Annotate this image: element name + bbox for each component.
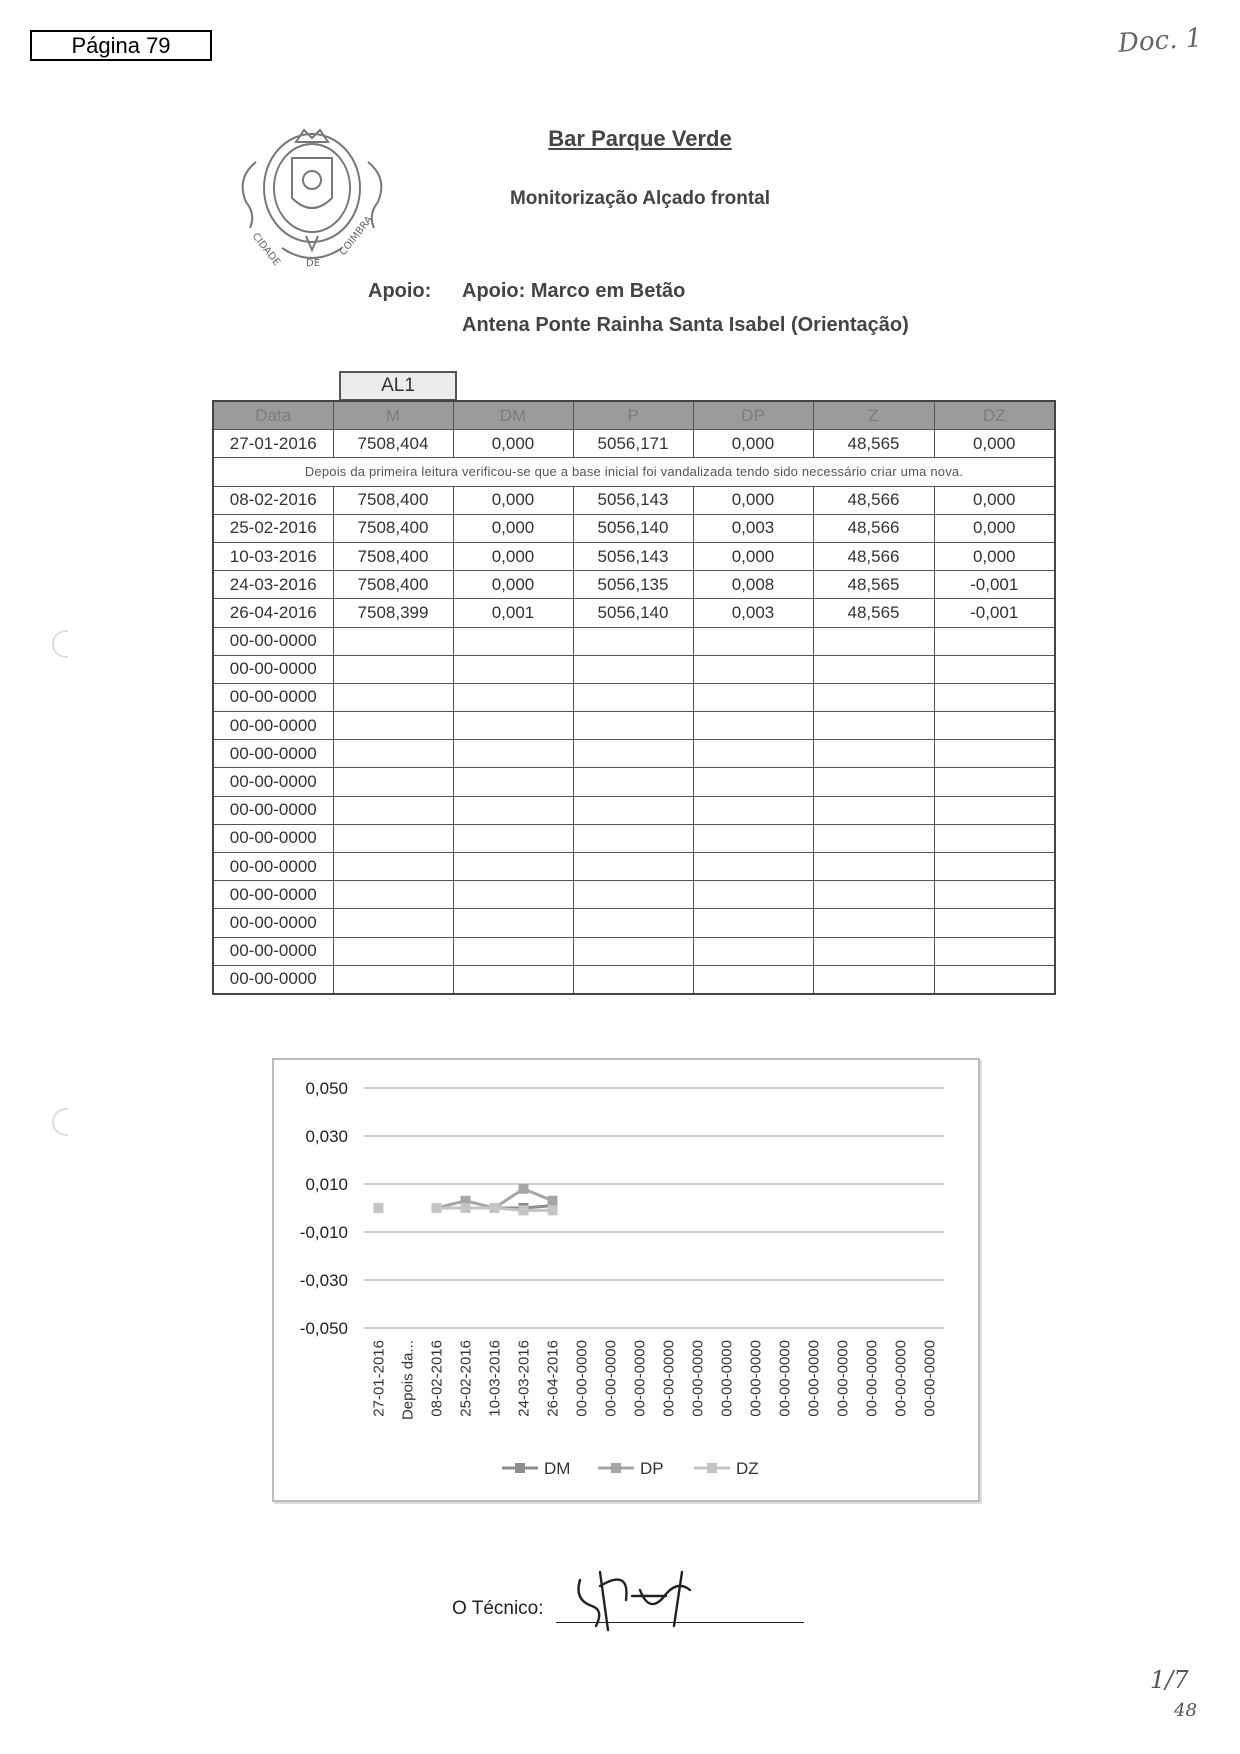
table-cell: 0,000 [934, 514, 1055, 542]
legend-marker-dz [707, 1463, 717, 1473]
table-cell: 26-04-2016 [213, 599, 333, 627]
table-cell: 48,566 [813, 514, 934, 542]
table-cell: 0,000 [453, 571, 573, 599]
table-cell: 10-03-2016 [213, 542, 333, 570]
page-annotation: 48 [1174, 1700, 1197, 1721]
table-cell: 7508,400 [333, 542, 453, 570]
data-point-dz [374, 1203, 384, 1213]
table-cell [333, 683, 453, 711]
table-row [213, 571, 1055, 599]
page-fraction: 1/7 [1150, 1666, 1189, 1694]
column-header-z: Z [813, 401, 934, 430]
table-cell [813, 768, 934, 796]
table-cell: 0,000 [693, 542, 813, 570]
table-cell [934, 655, 1055, 683]
table-cell: 00-00-0000 [213, 909, 333, 937]
table-cell: 0,000 [934, 430, 1055, 458]
legend-label-dp: DP [640, 1459, 664, 1478]
table-cell [573, 768, 693, 796]
table-cell: 0,008 [693, 571, 813, 599]
y-tick-label: -0,050 [299, 1319, 348, 1338]
table-cell: 00-00-0000 [213, 824, 333, 852]
table-cell: 5056,140 [573, 514, 693, 542]
document-title: Bar Parque Verde [548, 126, 732, 151]
legend-label-dm: DM [544, 1459, 571, 1478]
document-reference: Doc. 1 [1117, 23, 1204, 59]
table-cell [813, 965, 934, 994]
table-cell [934, 909, 1055, 937]
table-cell: 5056,135 [573, 571, 693, 599]
table-cell: -0,001 [934, 599, 1055, 627]
y-tick-label: 0,050 [305, 1079, 348, 1098]
table-cell [453, 683, 573, 711]
y-tick-label: -0,010 [299, 1223, 348, 1242]
table-cell [573, 627, 693, 655]
table-cell [333, 853, 453, 881]
support-line-1: Apoio: Marco em Betão [462, 280, 686, 302]
punch-hole-mark [52, 630, 68, 658]
table-cell [453, 937, 573, 965]
x-tick-label: 00-00-0000 [660, 1340, 678, 1417]
table-cell: 00-00-0000 [213, 796, 333, 824]
column-header-dp: DP [693, 401, 813, 430]
table-cell: 5056,171 [573, 430, 693, 458]
column-header-dm: DM [453, 401, 573, 430]
coat-of-arms-seal [222, 118, 402, 278]
table-cell [934, 768, 1055, 796]
data-point-dz [490, 1203, 500, 1213]
table-row [213, 514, 1055, 542]
x-tick-label: 00-00-0000 [805, 1340, 823, 1417]
x-tick-label: 08-02-2016 [428, 1340, 446, 1417]
table-cell [813, 909, 934, 937]
table-row [213, 712, 1055, 740]
table-cell [573, 796, 693, 824]
table-cell [573, 909, 693, 937]
table-cell [934, 824, 1055, 852]
table-cell [453, 768, 573, 796]
table-cell: 00-00-0000 [213, 937, 333, 965]
table-cell [813, 655, 934, 683]
table-cell: -0,001 [934, 571, 1055, 599]
table-cell: 5056,140 [573, 599, 693, 627]
x-tick-label: 00-00-0000 [718, 1340, 736, 1417]
table-cell: 5056,143 [573, 486, 693, 514]
table-cell: 0,000 [693, 430, 813, 458]
table-cell: 7508,400 [333, 571, 453, 599]
table-cell [693, 853, 813, 881]
table-cell [453, 881, 573, 909]
table-cell [693, 796, 813, 824]
table-cell [333, 796, 453, 824]
table-cell [934, 853, 1055, 881]
seal-text-left: CIDADE [249, 231, 282, 269]
x-tick-label: 00-00-0000 [689, 1340, 707, 1417]
table-cell [693, 655, 813, 683]
table-cell [934, 627, 1055, 655]
table-cell [573, 881, 693, 909]
table-cell [453, 740, 573, 768]
table-cell [333, 881, 453, 909]
table-cell: 7508,400 [333, 514, 453, 542]
data-point-dz [548, 1205, 558, 1215]
table-cell [453, 965, 573, 994]
table-cell [934, 965, 1055, 994]
table-cell [934, 683, 1055, 711]
table-cell: 0,000 [453, 486, 573, 514]
table-cell [693, 965, 813, 994]
table-cell [453, 909, 573, 937]
table-cell [453, 853, 573, 881]
table-cell [693, 937, 813, 965]
table-cell: 00-00-0000 [213, 627, 333, 655]
table-cell [693, 881, 813, 909]
table-cell: 48,565 [813, 599, 934, 627]
document-subtitle: Monitorização Alçado frontal [509, 188, 771, 209]
x-tick-label: 24-03-2016 [515, 1340, 533, 1417]
technician-signature [570, 1560, 720, 1640]
data-point-dp [548, 1196, 558, 1206]
data-point-dz [519, 1205, 529, 1215]
table-cell [573, 655, 693, 683]
legend-marker-dp [611, 1463, 621, 1473]
table-note-row [213, 458, 1055, 486]
support-line-2: Antena Ponte Rainha Santa Isabel (Orientação) [462, 314, 909, 336]
legend-label-dz: DZ [736, 1459, 759, 1478]
table-cell: 08-02-2016 [213, 486, 333, 514]
table-row [213, 965, 1055, 994]
y-tick-label: -0,030 [299, 1271, 348, 1290]
table-cell: 0,000 [934, 542, 1055, 570]
table-cell [693, 740, 813, 768]
table-cell: 00-00-0000 [213, 881, 333, 909]
table-cell [453, 627, 573, 655]
table-row [213, 740, 1055, 768]
support-label: Apoio: [368, 280, 432, 302]
table-cell [693, 627, 813, 655]
table-cell: 0,003 [693, 599, 813, 627]
table-row [213, 599, 1055, 627]
table-cell: 27-01-2016 [213, 430, 333, 458]
y-tick-label: 0,010 [305, 1175, 348, 1194]
table-row [213, 627, 1055, 655]
column-header-m: M [333, 401, 453, 430]
table-cell [573, 937, 693, 965]
table-cell [333, 824, 453, 852]
x-tick-label: 00-00-0000 [631, 1340, 649, 1417]
table-cell [573, 740, 693, 768]
x-tick-label: 00-00-0000 [602, 1340, 620, 1417]
table-cell: 00-00-0000 [213, 853, 333, 881]
x-tick-label: 00-00-0000 [863, 1340, 881, 1417]
table-cell: 00-00-0000 [213, 965, 333, 994]
table-cell: 0,000 [693, 486, 813, 514]
table-cell [813, 881, 934, 909]
table-cell [453, 712, 573, 740]
data-point-dp [519, 1184, 529, 1194]
table-cell: 5056,143 [573, 542, 693, 570]
table-cell: 7508,404 [333, 430, 453, 458]
table-cell [693, 909, 813, 937]
x-tick-label: 25-02-2016 [457, 1340, 475, 1417]
data-point-dz [461, 1203, 471, 1213]
data-point-dz [432, 1203, 442, 1213]
table-cell [813, 683, 934, 711]
x-tick-label: 00-00-0000 [747, 1340, 765, 1417]
table-cell [333, 965, 453, 994]
table-cell [333, 627, 453, 655]
table-cell: 00-00-0000 [213, 740, 333, 768]
table-cell [813, 627, 934, 655]
x-tick-label: Depois da... [399, 1340, 417, 1421]
table-cell [333, 937, 453, 965]
table-row [213, 853, 1055, 881]
table-cell: 00-00-0000 [213, 768, 333, 796]
table-cell: 7508,399 [333, 599, 453, 627]
table-cell: 48,566 [813, 542, 934, 570]
table-cell [573, 965, 693, 994]
table-cell [813, 853, 934, 881]
table-cell: 0,001 [453, 599, 573, 627]
table-cell [453, 796, 573, 824]
table-row [213, 881, 1055, 909]
column-header-data: Data [213, 401, 333, 430]
table-cell: 0,000 [453, 514, 573, 542]
table-cell: 00-00-0000 [213, 712, 333, 740]
table-cell [693, 824, 813, 852]
table-cell [573, 683, 693, 711]
table-row [213, 683, 1055, 711]
table-cell [573, 853, 693, 881]
table-row [213, 655, 1055, 683]
table-cell [333, 655, 453, 683]
seal-text-bottom: DE [306, 258, 321, 269]
table-row [213, 796, 1055, 824]
table-cell: 0,003 [693, 514, 813, 542]
table-row [213, 824, 1055, 852]
table-cell: 48,566 [813, 486, 934, 514]
table-row [213, 909, 1055, 937]
technician-label: O Técnico: [452, 1598, 544, 1619]
table-cell: 24-03-2016 [213, 571, 333, 599]
page-label: Página 79 [30, 30, 212, 61]
table-cell [453, 655, 573, 683]
table-cell: 48,565 [813, 571, 934, 599]
table-cell [693, 712, 813, 740]
table-cell [693, 683, 813, 711]
table-cell [813, 740, 934, 768]
column-header-dz: DZ [934, 401, 1055, 430]
x-tick-label: 00-00-0000 [573, 1340, 591, 1417]
table-cell: 0,000 [453, 430, 573, 458]
table-cell [934, 881, 1055, 909]
table-cell [453, 824, 573, 852]
table-cell [573, 712, 693, 740]
table-cell [934, 740, 1055, 768]
table-cell: 25-02-2016 [213, 514, 333, 542]
vandalism-note: Depois da primeira leitura verificou-se que a base inicial foi vandalizada tendo sido necessário criar uma nova. [213, 458, 1055, 486]
table-cell: 0,000 [934, 486, 1055, 514]
point-group-label: AL1 [339, 371, 457, 401]
table-cell [934, 937, 1055, 965]
x-tick-label: 10-03-2016 [486, 1340, 504, 1417]
table-header-row [213, 401, 1055, 430]
table-cell [813, 796, 934, 824]
table-cell [934, 712, 1055, 740]
x-tick-label: 26-04-2016 [544, 1340, 562, 1417]
table-cell [333, 740, 453, 768]
y-tick-label: 0,030 [305, 1127, 348, 1146]
table-cell [693, 768, 813, 796]
table-row [213, 937, 1055, 965]
deviation-chart [272, 1058, 980, 1502]
x-tick-label: 00-00-0000 [776, 1340, 794, 1417]
table-cell: 7508,400 [333, 486, 453, 514]
column-header-p: P [573, 401, 693, 430]
legend-marker-dm [515, 1463, 525, 1473]
readings-table [212, 400, 1056, 995]
table-cell: 48,565 [813, 430, 934, 458]
table-row [213, 486, 1055, 514]
table-cell [333, 768, 453, 796]
x-tick-label: 00-00-0000 [834, 1340, 852, 1417]
table-cell [573, 824, 693, 852]
x-tick-label: 00-00-0000 [921, 1340, 939, 1417]
x-tick-label: 27-01-2016 [370, 1340, 388, 1417]
table-row [213, 430, 1055, 458]
table-cell [813, 937, 934, 965]
table-cell [813, 712, 934, 740]
x-tick-label: 00-00-0000 [892, 1340, 910, 1417]
table-cell [333, 712, 453, 740]
table-cell [333, 909, 453, 937]
table-row [213, 768, 1055, 796]
table-cell: 00-00-0000 [213, 655, 333, 683]
punch-hole-mark [52, 1108, 68, 1136]
seal-text-right: COIMBRA [337, 214, 376, 258]
table-cell [934, 796, 1055, 824]
table-cell: 0,000 [453, 542, 573, 570]
chart-svg [274, 1060, 978, 1500]
table-cell [813, 824, 934, 852]
table-row [213, 542, 1055, 570]
table-cell: 00-00-0000 [213, 683, 333, 711]
